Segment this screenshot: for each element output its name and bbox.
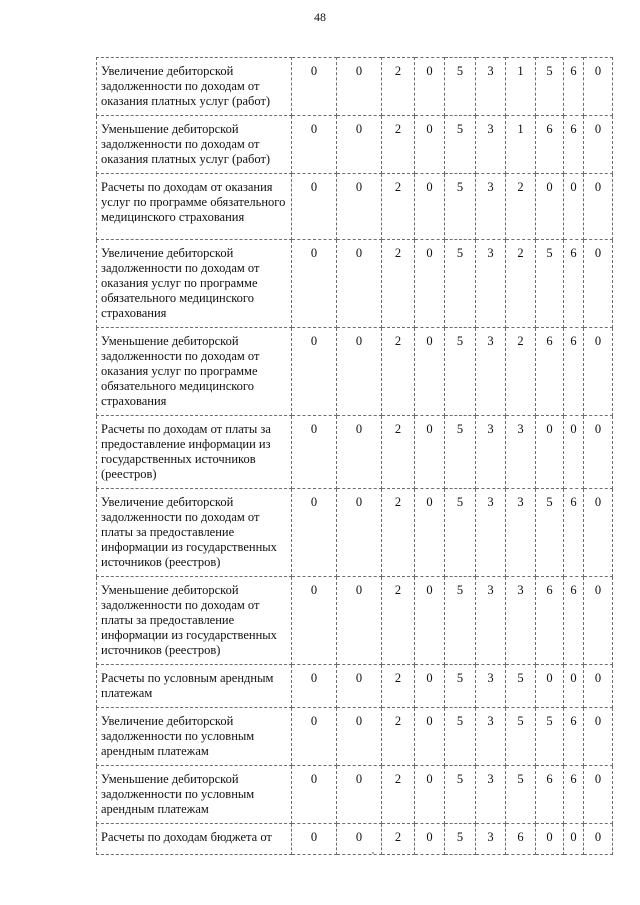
code-digit: 0 [584, 328, 613, 416]
code-digit: 0 [337, 824, 382, 855]
table-row [97, 824, 613, 855]
row-label: Расчеты по доходам бюджета от [97, 824, 292, 855]
code-digit: 0 [536, 416, 564, 489]
code-digit: 0 [292, 240, 337, 328]
code-digit: 0 [292, 174, 337, 240]
scan-speck [372, 852, 374, 854]
code-digit: 6 [536, 577, 564, 665]
code-digit: 0 [292, 766, 337, 824]
code-digit: 2 [506, 240, 536, 328]
code-digit: 0 [584, 416, 613, 489]
table-row [97, 116, 613, 174]
code-digit: 0 [415, 116, 445, 174]
code-digit: 2 [382, 708, 415, 766]
code-digit: 0 [292, 58, 337, 116]
table-row [97, 708, 613, 766]
table-row [97, 58, 613, 116]
code-digit: 5 [445, 665, 476, 708]
row-label: Уменьшение дебиторской задолженности по доходам от оказания платных услуг (работ) [97, 116, 292, 174]
code-digit: 3 [476, 240, 506, 328]
code-digit: 0 [292, 665, 337, 708]
code-digit: 0 [584, 665, 613, 708]
code-digit: 0 [415, 708, 445, 766]
code-digit: 0 [564, 416, 584, 489]
code-digit: 3 [476, 416, 506, 489]
code-digit: 0 [584, 174, 613, 240]
code-digit: 5 [445, 174, 476, 240]
table-row [97, 577, 613, 665]
table-row [97, 240, 613, 328]
code-digit: 5 [445, 489, 476, 577]
code-digit: 0 [584, 824, 613, 855]
code-digit: 5 [445, 240, 476, 328]
code-digit: 2 [506, 328, 536, 416]
code-digit: 5 [536, 708, 564, 766]
row-label: Увеличение дебиторской задолженности по доходам от платы за предоставление информации из государственных источников (реестров) [97, 489, 292, 577]
code-digit: 0 [337, 174, 382, 240]
row-label: Расчеты по доходам от оказания услуг по программе обязательного медицинского страхования [97, 174, 292, 240]
code-digit: 2 [382, 58, 415, 116]
code-digit: 5 [536, 489, 564, 577]
code-digit: 1 [506, 58, 536, 116]
row-label: Увеличение дебиторской задолженности по доходам от оказания услуг по программе обязательного медицинского страхования [97, 240, 292, 328]
code-digit: 0 [337, 240, 382, 328]
code-digit: 2 [382, 416, 415, 489]
code-digit: 5 [536, 240, 564, 328]
code-digit: 0 [337, 328, 382, 416]
code-digit: 6 [564, 708, 584, 766]
code-digit: 6 [506, 824, 536, 855]
code-digit: 3 [506, 416, 536, 489]
code-digit: 6 [564, 116, 584, 174]
row-label: Расчеты по условным арендным платежам [97, 665, 292, 708]
code-digit: 5 [445, 328, 476, 416]
row-label: Уменьшение дебиторской задолженности по доходам от оказания услуг по программе обязательного медицинского страхования [97, 328, 292, 416]
table-row [97, 174, 613, 240]
code-digit: 0 [337, 665, 382, 708]
code-digit: 6 [564, 577, 584, 665]
code-digit: 0 [415, 577, 445, 665]
code-digit: 3 [476, 665, 506, 708]
code-digit: 0 [584, 116, 613, 174]
code-digit: 3 [506, 489, 536, 577]
code-digit: 3 [476, 328, 506, 416]
table-row [97, 766, 613, 824]
code-digit: 2 [506, 174, 536, 240]
table-row [97, 416, 613, 489]
code-digit: 2 [382, 240, 415, 328]
code-digit: 0 [337, 489, 382, 577]
code-digit: 0 [415, 824, 445, 855]
code-digit: 0 [292, 328, 337, 416]
code-digit: 0 [584, 577, 613, 665]
code-digit: 2 [382, 766, 415, 824]
code-digit: 5 [445, 577, 476, 665]
code-digit: 0 [292, 708, 337, 766]
code-digit: 0 [584, 708, 613, 766]
code-digit: 0 [584, 489, 613, 577]
code-digit: 3 [476, 58, 506, 116]
row-label: Увеличение дебиторской задолженности по доходам от оказания платных услуг (работ) [97, 58, 292, 116]
code-digit: 5 [536, 58, 564, 116]
code-digit: 0 [415, 665, 445, 708]
code-digit: 0 [292, 416, 337, 489]
code-digit: 0 [415, 766, 445, 824]
code-digit: 0 [415, 58, 445, 116]
code-digit: 6 [564, 240, 584, 328]
code-digit: 1 [506, 116, 536, 174]
code-digit: 3 [476, 174, 506, 240]
code-digit: 5 [445, 766, 476, 824]
code-digit: 0 [564, 665, 584, 708]
code-digit: 0 [584, 58, 613, 116]
code-digit: 0 [536, 174, 564, 240]
row-label: Увеличение дебиторской задолженности по условным арендным платежам [97, 708, 292, 766]
code-digit: 6 [536, 766, 564, 824]
code-digit: 5 [445, 708, 476, 766]
code-digit: 0 [292, 824, 337, 855]
code-digit: 0 [564, 824, 584, 855]
row-label: Расчеты по доходам от платы за предоставление информации из государственных источников (реестров) [97, 416, 292, 489]
code-digit: 0 [337, 416, 382, 489]
code-digit: 2 [382, 489, 415, 577]
code-digit: 6 [564, 328, 584, 416]
code-digit: 3 [476, 577, 506, 665]
account-codes-table [96, 57, 613, 855]
code-digit: 5 [445, 824, 476, 855]
code-digit: 5 [445, 116, 476, 174]
code-digit: 6 [564, 489, 584, 577]
code-digit: 3 [476, 489, 506, 577]
code-digit: 0 [584, 766, 613, 824]
code-digit: 6 [564, 766, 584, 824]
code-digit: 5 [445, 416, 476, 489]
code-digit: 0 [415, 240, 445, 328]
code-digit: 3 [476, 708, 506, 766]
code-digit: 2 [382, 328, 415, 416]
code-digit: 0 [536, 665, 564, 708]
code-digit: 0 [337, 766, 382, 824]
table-row [97, 328, 613, 416]
code-digit: 0 [415, 416, 445, 489]
code-digit: 2 [382, 665, 415, 708]
code-digit: 2 [382, 174, 415, 240]
code-digit: 0 [415, 174, 445, 240]
code-digit: 6 [536, 116, 564, 174]
code-digit: 2 [382, 577, 415, 665]
code-digit: 6 [564, 58, 584, 116]
table-row [97, 665, 613, 708]
code-digit: 0 [415, 489, 445, 577]
code-digit: 0 [564, 174, 584, 240]
code-digit: 2 [382, 116, 415, 174]
code-digit: 0 [337, 708, 382, 766]
page-number: 48 [314, 10, 326, 24]
code-digit: 5 [506, 766, 536, 824]
code-digit: 0 [337, 58, 382, 116]
code-digit: 3 [476, 824, 506, 855]
code-digit: 3 [476, 766, 506, 824]
code-digit: 0 [292, 116, 337, 174]
code-digit: 0 [292, 577, 337, 665]
row-label: Уменьшение дебиторской задолженности по условным арендным платежам [97, 766, 292, 824]
code-digit: 3 [506, 577, 536, 665]
code-digit: 0 [584, 240, 613, 328]
code-digit: 2 [382, 824, 415, 855]
row-label: Уменьшение дебиторской задолженности по доходам от платы за предоставление информации из государственных источников (реестров) [97, 577, 292, 665]
code-digit: 3 [476, 116, 506, 174]
code-digit: 0 [536, 824, 564, 855]
code-digit: 5 [445, 58, 476, 116]
table-row [97, 489, 613, 577]
code-digit: 0 [337, 116, 382, 174]
code-digit: 0 [415, 328, 445, 416]
code-digit: 5 [506, 665, 536, 708]
code-digit: 6 [536, 328, 564, 416]
code-digit: 5 [506, 708, 536, 766]
code-digit: 0 [337, 577, 382, 665]
code-digit: 0 [292, 489, 337, 577]
